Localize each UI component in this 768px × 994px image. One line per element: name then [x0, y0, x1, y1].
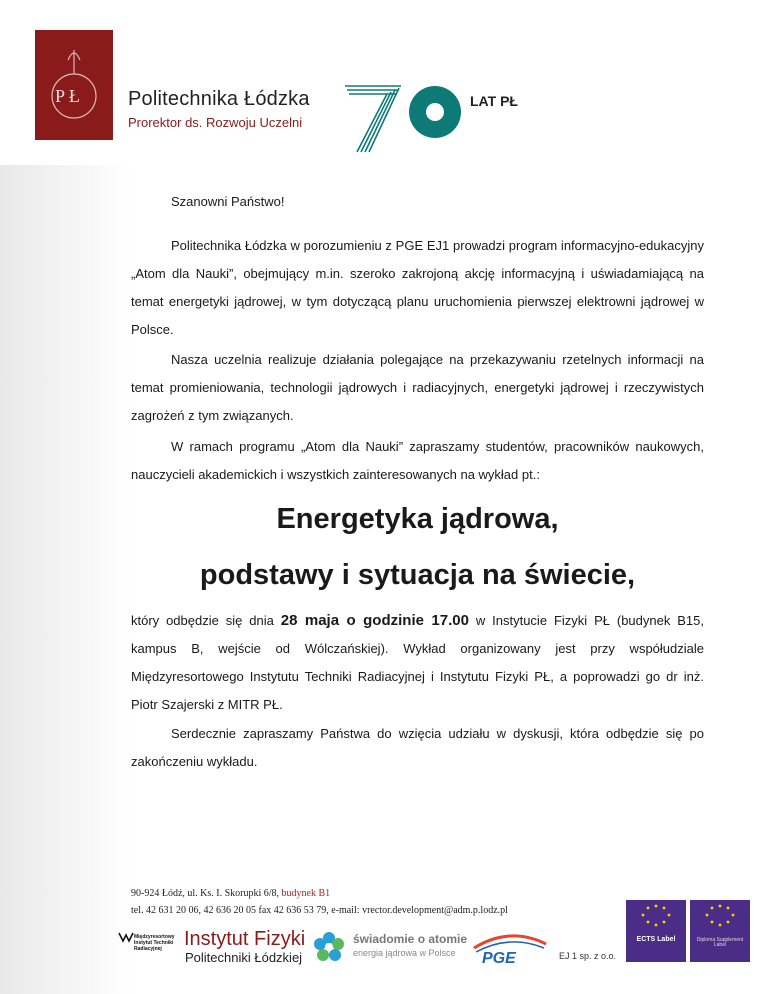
anniversary-70-logo: [343, 82, 468, 154]
lecture-date: 28 maja o godzinie 17.00: [280, 612, 469, 629]
ds-label-badge: [690, 900, 750, 962]
pge-logo: [470, 930, 550, 966]
lecture-title-line-2: podstawy i sytuacja na świecie,: [199, 559, 636, 591]
swiadomie-subtitle: energia jądrowa w Polsce: [353, 948, 456, 958]
logo-monogram: P Ł: [55, 86, 80, 106]
miitr-logo-icon: [118, 930, 134, 944]
eu-stars-icon: [690, 900, 750, 934]
ects-label-badge: [626, 900, 686, 962]
paragraph-2: Nasza uczelnia realizuje działania polegające na przekazywaniu rzetelnych informacji na temat promieniowania, technologii jądrowych i radiacyjnych, energetyki jądrowej i rzeczywistych zagrożeń z tym związanych.: [131, 352, 704, 423]
paragraph-4-after: w Instytucie Fizyki PŁ (budynek B15, kampus B, wejście od Wólczańskiej). Wykład organizowany jest przy współudziale Międzyresortowego Instytutu Techniki Radiacyjnej i Instytutu Fizyki PŁ, a poprowadzi go dr inż. Piotr Szajerski z MITR PŁ.: [131, 613, 704, 712]
ej1-label: EJ 1 sp. z o.o.: [559, 951, 617, 961]
eu-stars-icon: [626, 900, 686, 934]
footer-address-line: [131, 885, 508, 902]
side-shade: [0, 165, 132, 994]
paragraph-4-before: który odbędzie się dnia: [131, 613, 281, 628]
institute-physics-subtitle: Politechniki Łódzkiej: [185, 950, 303, 965]
ds-label-text: Diploma Supplement Label: [696, 937, 744, 948]
footer-building: budynek B1: [281, 888, 331, 899]
university-name: Politechnika Łódzka: [128, 88, 310, 110]
atom-flower-icon: [312, 930, 346, 964]
lecture-title-line-1: Energetyka jądrowa,: [276, 503, 559, 535]
footer-contact: [131, 885, 508, 919]
paragraph-4: [131, 607, 704, 719]
paragraph-5: Serdecznie zapraszamy Państwa do wzięcia udziału w dyskusji, która odbędzie się po zakończeniu wykładu.: [131, 726, 704, 769]
footer-contact-line: tel. 42 631 20 06, 42 636 20 05 fax 42 636 53 79, e-mail: vrector.development@adm.p.lodz.pl: [131, 905, 508, 916]
miitr-name: Międzyresortowy Instytut Techniki Radiacyjnej: [134, 934, 175, 952]
pge-text: PGE: [482, 950, 516, 966]
university-logo: [35, 30, 113, 140]
paragraph-3: W ramach programu „Atom dla Nauki” zapraszamy studentów, pracowników naukowych, nauczycieli akademickich i wszystkich zainteresowanych na wykład pt.:: [131, 439, 704, 482]
paragraph-1: Politechnika Łódzka w porozumieniu z PGE EJ1 prowadzi program informacyjno-edukacyjny „Atom dla Nauki”, obejmujący m.in. szeroko zakrojoną akcję informacyjną i uświadamiającą na temat energetyki jądrowej, w tym dotyczącą planu uruchomienia pierwszej elektrowni jądrowej w Polsce.: [131, 238, 704, 337]
anniversary-label: LAT PŁ: [470, 93, 518, 109]
swiadomie-title: świadomie o atomie: [353, 932, 468, 946]
salutation: Szanowni Państwo!: [171, 194, 285, 209]
institute-physics-name: Instytut Fizyki: [184, 928, 306, 950]
office-name: Prorektor ds. Rozwoju Uczelni: [128, 115, 303, 130]
ects-label-text: ECTS Label: [636, 936, 676, 943]
footer-address: 90-924 Łódź, ul. Ks. I. Skorupki 6/8,: [131, 888, 282, 899]
